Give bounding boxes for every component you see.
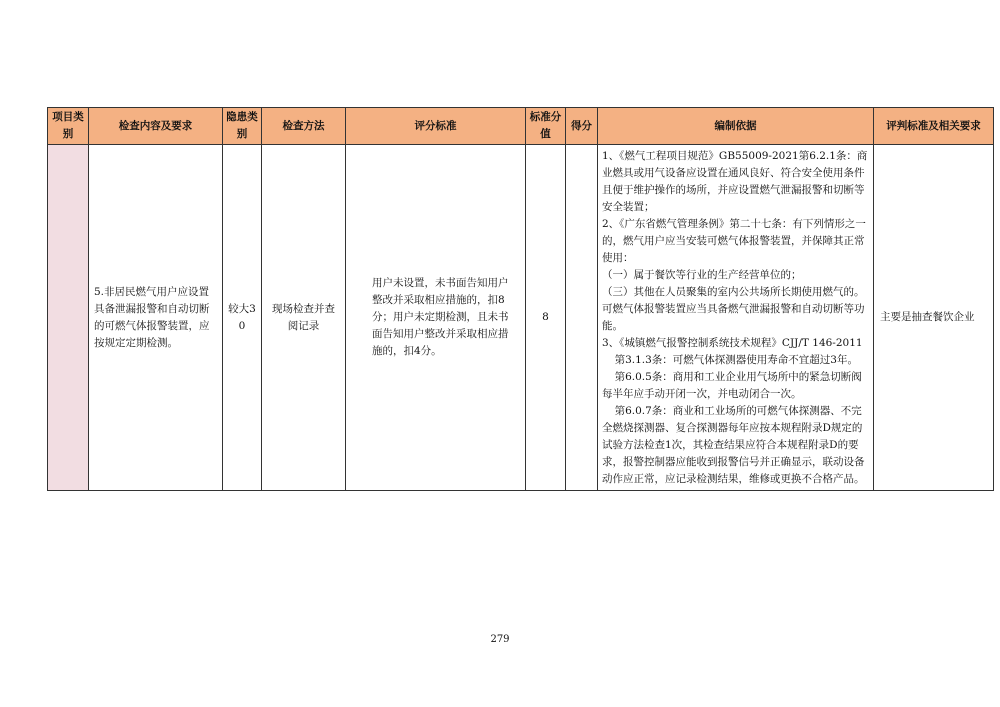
- table-row: [48, 145, 994, 491]
- header-content: 检查内容及要求: [89, 108, 223, 145]
- table-header-row: [48, 108, 994, 145]
- cell-method: 现场检查并查阅记录: [262, 145, 346, 491]
- cell-hazard: 较大30: [223, 145, 262, 491]
- cell-basis: [598, 145, 874, 491]
- basis-clause-3-1-3: 第3.1.3条：可燃气体探测器使用寿命不宜超过3年。: [614, 353, 858, 366]
- header-score: 得分: [566, 108, 598, 145]
- basis-clause-2-item-1: （一）属于餐饮等行业的生产经营单位的；: [602, 268, 802, 281]
- header-remarks: 评判标准及相关要求: [874, 108, 994, 145]
- basis-clause-1: 1、《燃气工程项目规范》GB55009-2021第6.2.1条：商业燃具或用气设备应设置在通风良好、符合安全使用条件且便于维护操作的场所，并应设置燃气泄漏报警和切断等安全装置；: [602, 149, 868, 213]
- page-number: 279: [490, 634, 510, 645]
- cell-scoring: 用户未设置，未书面告知用户整改并采取相应措施的，扣8分；用户未定期检测，且未书面告知用户整改并采取相应措施的，扣4分。: [346, 145, 526, 491]
- basis-clause-6-0-5: 第6.0.5条：商用和工业企业用气场所中的紧急切断阀每半年应手动开闭一次，并电动闭合一次。: [602, 370, 862, 400]
- header-method: 检查方法: [262, 108, 346, 145]
- basis-clause-2: 2、《广东省燃气管理条例》第二十七条：有下列情形之一的，燃气用户应当安装可燃气体报警装置，并保障其正常使用：: [602, 217, 866, 264]
- cell-content: 5.非居民燃气用户应设置具备泄漏报警和自动切断的可燃气体报警装置，应按规定定期检测。: [89, 145, 223, 491]
- header-category: 项目类别: [48, 108, 89, 145]
- basis-clause-2-item-3: （三）其他在人员聚集的室内公共场所长期使用燃气的。: [602, 285, 865, 298]
- cell-standard-score: 8: [526, 145, 566, 491]
- basis-clause-2-note: 可燃气体报警装置应当具备燃气泄漏报警和自动切断等功能。: [602, 302, 865, 332]
- header-basis: 编制依据: [598, 108, 874, 145]
- header-scoring: 评分标准: [346, 108, 526, 145]
- inspection-table: [47, 107, 994, 491]
- basis-clause-3: 3、《城镇燃气报警控制系统技术规程》CJJ/T 146-2011: [602, 336, 863, 349]
- header-hazard: 隐患类别: [223, 108, 262, 145]
- basis-clause-6-0-7: 第6.0.7条：商业和工业场所的可燃气体探测器、不完全燃烧探测器、复合探测器每年应按本规程附录D规定的试验方法检查1次，其检查结果应符合本规程附录D的要求，报警控制器应能收到报警信号并正确显示，联动设备动作应正常，应记录检测结果，维修或更换不合格产品。: [602, 404, 865, 485]
- cell-score: [566, 145, 598, 491]
- cell-remarks: 主要是抽查餐饮企业: [874, 145, 994, 491]
- cell-category: [48, 145, 89, 491]
- header-standard-score: 标准分值: [526, 108, 566, 145]
